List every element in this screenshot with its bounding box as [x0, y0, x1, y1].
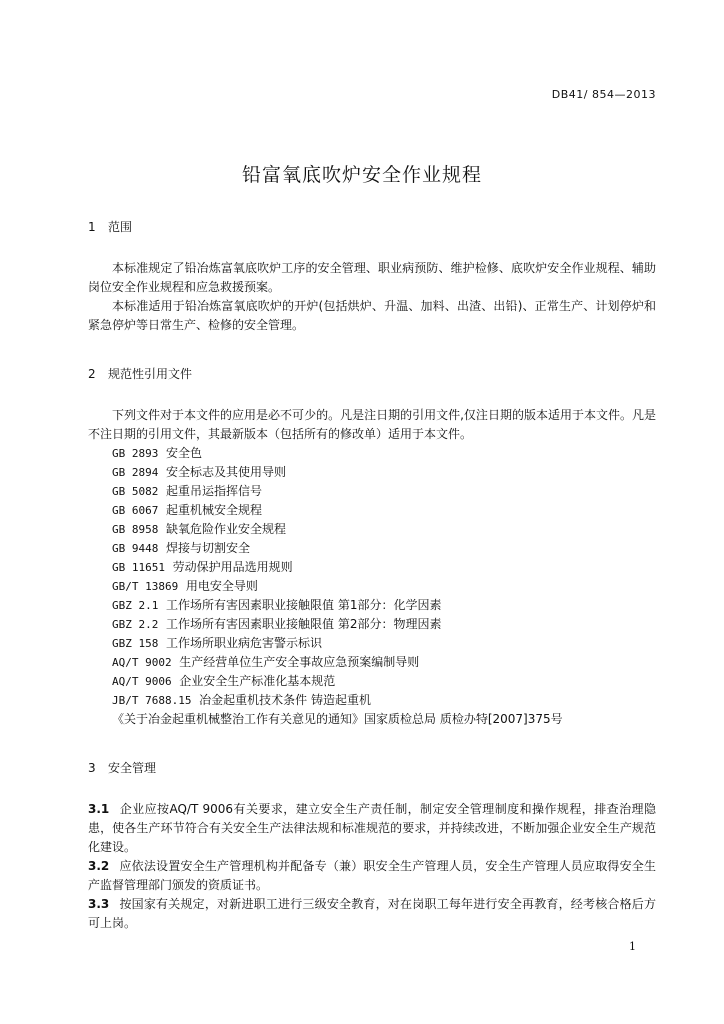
clause-number: 3.3	[88, 897, 110, 911]
section-number: 1	[88, 220, 96, 234]
reference-item	[88, 463, 656, 482]
reference-item	[88, 634, 656, 653]
reference-code: GBZ 158	[112, 637, 159, 650]
reference-item	[88, 501, 656, 520]
reference-name: 工作场所职业病危害警示标识	[166, 636, 323, 650]
reference-code: GB 2894	[112, 466, 159, 479]
clause	[88, 857, 656, 895]
reference-name: 起重吊运指挥信号	[166, 484, 263, 498]
reference-item	[88, 710, 656, 729]
reference-name: 冶金起重机技术条件 铸造起重机	[199, 693, 371, 707]
reference-item	[88, 539, 656, 558]
reference-code: GBZ 2.2	[112, 618, 159, 631]
reference-code: GB 6067	[112, 504, 159, 517]
reference-item	[88, 653, 656, 672]
document-title: 铅富氧底吹炉安全作业规程	[241, 164, 482, 186]
reference-name: 缺氧危险作业安全规程	[166, 522, 287, 536]
section-2-heading	[88, 365, 656, 384]
reference-code: GB/T 13869	[112, 580, 179, 593]
reference-code: GB 5082	[112, 485, 159, 498]
document-body	[88, 218, 656, 933]
reference-item	[88, 558, 656, 577]
reference-list	[88, 444, 656, 729]
section-title: 规范性引用文件	[108, 367, 193, 381]
reference-code: AQ/T 9006	[112, 675, 172, 688]
reference-code: GB 11651	[112, 561, 165, 574]
reference-item	[88, 482, 656, 501]
reference-item	[88, 520, 656, 539]
reference-name: 《关于冶金起重机械整治工作有关意见的通知》国家质检总局 质检办特[2007]375号	[112, 712, 563, 726]
reference-name: 安全标志及其使用导则	[166, 465, 287, 479]
clause-number: 3.2	[88, 859, 110, 873]
clause-text: 按国家有关规定，对新进职工进行三级安全教育，对在岗职工每年进行安全再教育，经考核合格后方可上岗。	[88, 897, 656, 930]
reference-name: 用电安全导则	[185, 579, 258, 593]
standard-code: DB41/ 854—2013	[551, 88, 656, 101]
reference-name: 工作场所有害因素职业接触限值 第1部分：化学因素	[166, 598, 442, 612]
paragraph: 本标准规定了铅冶炼富氧底吹炉工序的安全管理、职业病预防、维护检修、底吹炉安全作业规程、辅助岗位安全作业规程和应急救援预案。	[88, 261, 656, 294]
page-number: 1	[629, 940, 636, 953]
reference-code: AQ/T 9002	[112, 656, 172, 669]
section-number: 3	[88, 761, 96, 775]
reference-code: GB 9448	[112, 542, 159, 555]
reference-name: 焊接与切割安全	[166, 541, 251, 555]
reference-item	[88, 596, 656, 615]
paragraph: 本标准适用于铅冶炼富氧底吹炉的开炉(包括烘炉、升温、加料、出渣、出铅)、正常生产、计划停炉和紧急停炉等日常生产、检修的安全管理。	[88, 299, 656, 332]
clause	[88, 800, 656, 857]
reference-name: 劳动保护用品选用规则	[172, 560, 293, 574]
reference-item	[88, 615, 656, 634]
paragraph: 下列文件对于本文件的应用是必不可少的。凡是注日期的引用文件,仅注日期的版本适用于本文件。凡是不注日期的引用文件，其最新版本（包括所有的修改单）适用于本文件。	[88, 408, 656, 441]
reference-name: 安全色	[166, 446, 203, 460]
reference-code: GB 8958	[112, 523, 159, 536]
reference-name: 起重机械安全规程	[166, 503, 263, 517]
reference-code: GBZ 2.1	[112, 599, 159, 612]
clause-number: 3.1	[88, 802, 110, 816]
reference-item	[88, 691, 656, 710]
reference-code: JB/T 7688.15	[112, 694, 192, 707]
section-number: 2	[88, 367, 96, 381]
section-1-heading	[88, 218, 656, 237]
reference-name: 生产经营单位生产安全事故应急预案编制导则	[179, 655, 420, 669]
reference-name: 企业安全生产标准化基本规范	[179, 674, 336, 688]
section-3-heading	[88, 759, 656, 778]
section-title: 安全管理	[108, 761, 157, 775]
reference-name: 工作场所有害因素职业接触限值 第2部分：物理因素	[166, 617, 442, 631]
reference-item	[88, 672, 656, 691]
section-title: 范围	[108, 220, 133, 234]
clause-text: 企业应按AQ/T 9006有关要求，建立安全生产责任制，制定安全管理制度和操作规程，排查治理隐患，使各生产环节符合有关安全生产法律法规和标准规范的要求，并持续改进，不断加强企业安全生产规范化建设。	[88, 802, 656, 854]
clause-text: 应依法设置安全生产管理机构并配备专（兼）职安全生产管理人员，安全生产管理人员应取得安全生产监督管理部门颁发的资质证书。	[88, 859, 656, 892]
reference-item	[88, 444, 656, 463]
reference-item	[88, 577, 656, 596]
clause	[88, 895, 656, 933]
reference-code: GB 2893	[112, 447, 159, 460]
